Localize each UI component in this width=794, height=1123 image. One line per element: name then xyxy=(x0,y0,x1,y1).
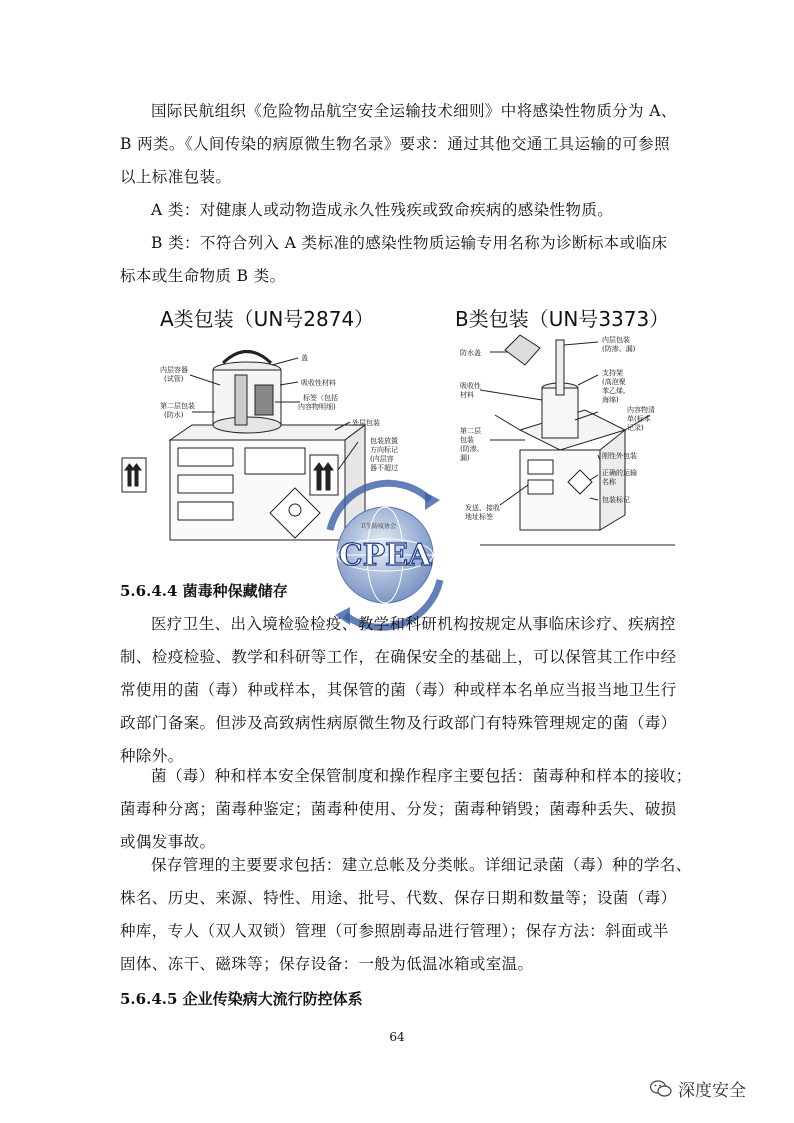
text-line: 种库，专人（双人双锁）管理（可参照剧毒品进行管理）；保存方法：斜面或半 xyxy=(120,922,669,940)
label-b-absorbent: 吸收性 xyxy=(460,382,481,390)
label-support-4: 海绵) xyxy=(602,396,619,404)
system-paragraph xyxy=(120,760,692,859)
label-marking: 包装放置 xyxy=(370,437,398,445)
figure-title-a: A类包装（UN号2874） xyxy=(160,307,375,331)
label-b-secondary-4: 漏) xyxy=(460,454,470,462)
label-b-secondary-2: 包装 xyxy=(460,436,474,444)
logo-text: CPEA xyxy=(338,538,432,573)
wechat-icon xyxy=(650,1080,672,1098)
text-line: 常使用的菌（毒）种或样本，其保管的菌（毒）种或样本名单应当报当地卫生行 xyxy=(120,681,677,699)
label-sender: 发送、接收 xyxy=(465,504,500,512)
figure-title-b: B类包装（UN号3373） xyxy=(455,307,670,331)
label-sender-2: 地址标签 xyxy=(465,513,493,521)
label-waterproof-cap: 防水盖 xyxy=(460,349,481,357)
label-absorbent: 吸收性材料 xyxy=(301,379,336,387)
text-line: 固体、冻干、磁珠等；保存设备：一般为低温冰箱或室温。 xyxy=(120,955,534,973)
label-support: 支持架 xyxy=(602,369,623,377)
text-line: 国际民航组织《危险物品航空安全运输技术细则》中将感染性物质分为 A、 xyxy=(151,102,677,120)
text-line: B 两类。《人间传染的病原微生物名录》要求：通过其他交通工具运输的可参照 xyxy=(120,135,670,153)
text-line: 种除外。 xyxy=(120,747,184,765)
wechat-watermark xyxy=(650,1076,746,1101)
label-tag-sub: 内容物明细) xyxy=(298,403,336,411)
label-b-absorbent-2: 材料 xyxy=(460,391,474,399)
logo-subtext: 卫生防疫协会 xyxy=(360,523,397,530)
label-contents-2: 单(标本 xyxy=(627,415,651,423)
text-line: 标本或生命物质 B 类。 xyxy=(120,267,286,285)
section-heading: 5.6.4.5 企业传染病大流行防控体系 xyxy=(120,990,363,1008)
text-line: 以上标准包装。 xyxy=(120,168,232,186)
label-lid: 盖 xyxy=(301,354,308,362)
label-shipping: 正确的运输 xyxy=(602,469,637,477)
text-line: B 类：不符合列入 A 类标准的感染性物质运输专用名称为诊断标本或临床 xyxy=(151,234,668,252)
page-number: 64 xyxy=(389,1030,405,1044)
text-line: 株名、历史、来源、特性、用途、批号、代数、保存日期和数量等；设菌（毒） xyxy=(120,889,677,907)
label-inner-layer-sub: (防渗、漏) xyxy=(602,345,636,353)
label-inner-layer: 内层包装 xyxy=(602,336,630,344)
label-support-3: 苯乙烯, xyxy=(602,387,626,395)
label-inner-container-sub: (试管) xyxy=(164,375,184,383)
section-heading: 5.6.4.4 菌毒种保藏储存 xyxy=(120,582,288,600)
label-outer: 外层包装 xyxy=(352,419,380,427)
label-rigid: 刚性外包装 xyxy=(602,452,637,460)
label-b-secondary-3: (防渗、 xyxy=(460,445,484,453)
label-marking-3: (内层容 xyxy=(370,455,394,463)
label-contents: 内容物清 xyxy=(627,406,655,414)
label-package-mark: 包装标记 xyxy=(602,496,630,504)
text-line: 制、检疫检验、教学和科研等工作，在确保安全的基础上，可以保管其工作中经 xyxy=(120,648,677,666)
label-tag: 标签（包括 xyxy=(303,394,338,402)
label-b-secondary: 第二层 xyxy=(460,427,481,435)
label-shipping-2: 名称 xyxy=(602,478,616,486)
label-secondary-sub: (防水) xyxy=(164,411,184,419)
requirements-paragraph xyxy=(120,849,692,981)
label-marking-4: 器不超过 xyxy=(370,464,398,472)
class-b-package xyxy=(480,335,675,545)
text-line: 或偶发事故。 xyxy=(120,833,216,851)
text-line: A 类：对健康人或动物造成永久性残疾或致命疾病的感染性物质。 xyxy=(151,201,614,219)
label-inner-container: 内层容器 xyxy=(160,366,188,374)
text-line: 保存管理的主要要求包括：建立总帐及分类帐。详细记录菌（毒）种的学名、 xyxy=(151,856,692,874)
storage-paragraph xyxy=(120,608,676,773)
text-line: 政部门备案。但涉及高致病性病原微生物及行政部门有特殊管理规定的菌（毒） xyxy=(120,714,677,732)
class-a-paragraph xyxy=(120,194,676,227)
label-secondary: 第二层包装 xyxy=(160,402,195,410)
label-support-2: (高泡聚 xyxy=(602,378,626,386)
class-b-paragraph xyxy=(120,227,676,293)
text-line: 菌毒种分离；菌毒种鉴定；菌毒种使用、分发；菌毒种销毁；菌毒种丢失、破损 xyxy=(120,800,677,818)
intro-paragraph xyxy=(120,95,676,194)
text-line: 菌（毒）种和样本安全保管制度和操作程序主要包括：菌毒种和样本的接收； xyxy=(151,767,692,785)
watermark-text: 深度安全 xyxy=(678,1081,746,1101)
text-line: 医疗卫生、出入境检验检疫、教学和科研机构按规定从事临床诊疗、疾病控 xyxy=(151,615,676,633)
label-marking-2: 方向标记 xyxy=(370,446,398,454)
label-contents-3: 记录) xyxy=(627,424,644,432)
